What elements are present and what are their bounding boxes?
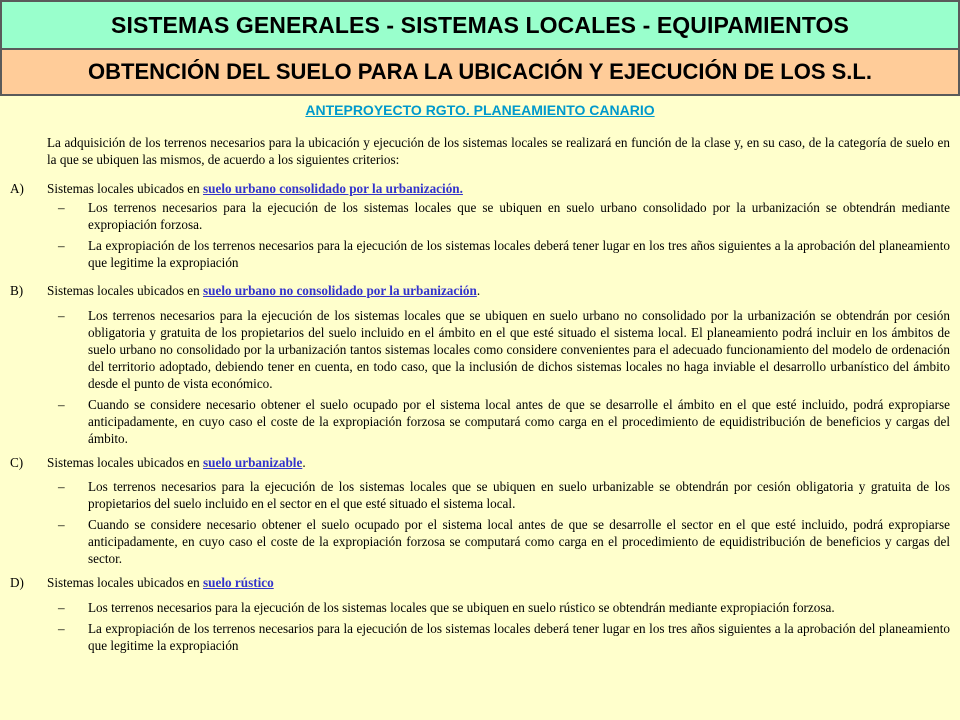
- list-item-text: Cuando se considere necesario obtener el suelo ocupado por el sistema local antes de que se desarrolle el sector en el que esté incluido, podrá expropiarse anticipadamente, en cuyo caso el coste de la expropiación forzosa se computará como carga en el procedimiento de equidistribución de beneficios y cargas del sector.: [88, 517, 950, 566]
- page-title: SISTEMAS GENERALES - SISTEMAS LOCALES - EQUIPAMIENTOS: [0, 0, 960, 50]
- dash-marker: –: [58, 600, 65, 615]
- section-d: [0, 574, 960, 654]
- soil-class-link[interactable]: suelo urbano no consolidado por la urbanización: [203, 283, 477, 298]
- list-item: [0, 516, 960, 567]
- list-item-text: Los terrenos necesarios para la ejecución de los sistemas locales que se ubiquen en suelo urbano consolidado por la urbanización se obtendrán mediante expropiación forzosa.: [88, 200, 950, 232]
- section-letter: C): [10, 455, 24, 470]
- list-item: [0, 599, 960, 616]
- source-link[interactable]: ANTEPROYECTO RGTO. PLANEAMIENTO CANARIO: [305, 102, 655, 118]
- list-item: [0, 307, 960, 392]
- section-b: [0, 282, 960, 447]
- dash-marker: –: [58, 397, 65, 412]
- list-item: [0, 199, 960, 233]
- soil-class-link[interactable]: suelo urbanizable: [203, 455, 303, 470]
- document-body: [0, 134, 960, 654]
- section-suffix: .: [302, 455, 306, 470]
- list-item-text: Cuando se considere necesario obtener el suelo ocupado por el sistema local antes de que se desarrolle el ámbito en el que esté incluido, podrá expropiarse anticipadamente, en cuyo caso el coste de la expropiación forzosa se computará como carga en el procedimiento de equidistribución de beneficios y cargas del ámbito.: [88, 397, 950, 446]
- section-letter: B): [10, 283, 24, 298]
- dash-marker: –: [58, 200, 65, 215]
- section-heading: [0, 282, 960, 299]
- list-item-text: Los terrenos necesarios para la ejecución de los sistemas locales que se ubiquen en suelo urbanizable se obtendrán por cesión obligatoria y gratuita de los propietarios del suelo incluido en el sector en el que esté situado el sistema local.: [88, 479, 950, 511]
- dash-marker: –: [58, 308, 65, 323]
- list-item-text: La expropiación de los terrenos necesarios para la ejecución de los sistemas locales deberá tener lugar en los tres años siguientes a la aprobación del planeamiento que legitime la expropiación: [88, 621, 950, 653]
- soil-class-link[interactable]: suelo urbano consolidado por la urbanización.: [203, 181, 463, 196]
- section-a: [0, 180, 960, 271]
- section-prefix: Sistemas locales ubicados en: [47, 181, 204, 196]
- section-letter: D): [10, 575, 24, 590]
- list-item-text: Los terrenos necesarios para la ejecución de los sistemas locales que se ubiquen en suelo urbano no consolidado por la urbanización se obtendrán por cesión obligatoria y gratuita de los propietarios del suelo incluido en el ámbito en el que esté situado el sistema local. El planeamiento podrá incluir en los ámbitos de suelo urbano no consolidado por la urbanización tantos sistemas locales como considere convenientes para el adecuado funcionamiento del modelo de ordenación del territorio adoptado, debiendo tener en cuenta, en todo caso, que la inclusión de dichos sistemas locales no haga inviable el desarrollo urbanístico del ámbito desde el punto de vista económico.: [88, 308, 950, 391]
- list-item: [0, 396, 960, 447]
- intro-paragraph: La adquisición de los terrenos necesarios para la ubicación y ejecución de los sistemas locales se realizará en función de la clase y, en su caso, de la categoría de suelo en la que se ubiquen las mismos, de acuerdo a los siguientes criterios:: [47, 135, 950, 167]
- list-item: [0, 237, 960, 271]
- section-heading: [0, 574, 960, 591]
- list-item: [0, 478, 960, 512]
- soil-class-link[interactable]: suelo rústico: [203, 575, 274, 590]
- list-item: [0, 620, 960, 654]
- section-heading: [0, 180, 960, 197]
- section-prefix: Sistemas locales ubicados en: [47, 455, 204, 470]
- section-heading: [0, 454, 960, 471]
- section-c: [0, 454, 960, 567]
- page-subtitle: OBTENCIÓN DEL SUELO PARA LA UBICACIÓN Y EJECUCIÓN DE LOS S.L.: [0, 48, 960, 96]
- section-letter: A): [10, 181, 24, 196]
- section-prefix: Sistemas locales ubicados en: [47, 575, 204, 590]
- list-item-text: Los terrenos necesarios para la ejecución de los sistemas locales que se ubiquen en suelo rústico se obtendrán mediante expropiación forzosa.: [88, 600, 835, 615]
- section-prefix: Sistemas locales ubicados en: [47, 283, 204, 298]
- section-suffix: .: [476, 283, 481, 298]
- list-item-text: La expropiación de los terrenos necesarios para la ejecución de los sistemas locales deberá tener lugar en los tres años siguientes a la aprobación del planeamiento que legitime la expropiación: [88, 238, 950, 270]
- dash-marker: –: [58, 238, 65, 253]
- dash-marker: –: [58, 479, 65, 494]
- dash-marker: –: [58, 621, 65, 636]
- dash-marker: –: [58, 517, 65, 532]
